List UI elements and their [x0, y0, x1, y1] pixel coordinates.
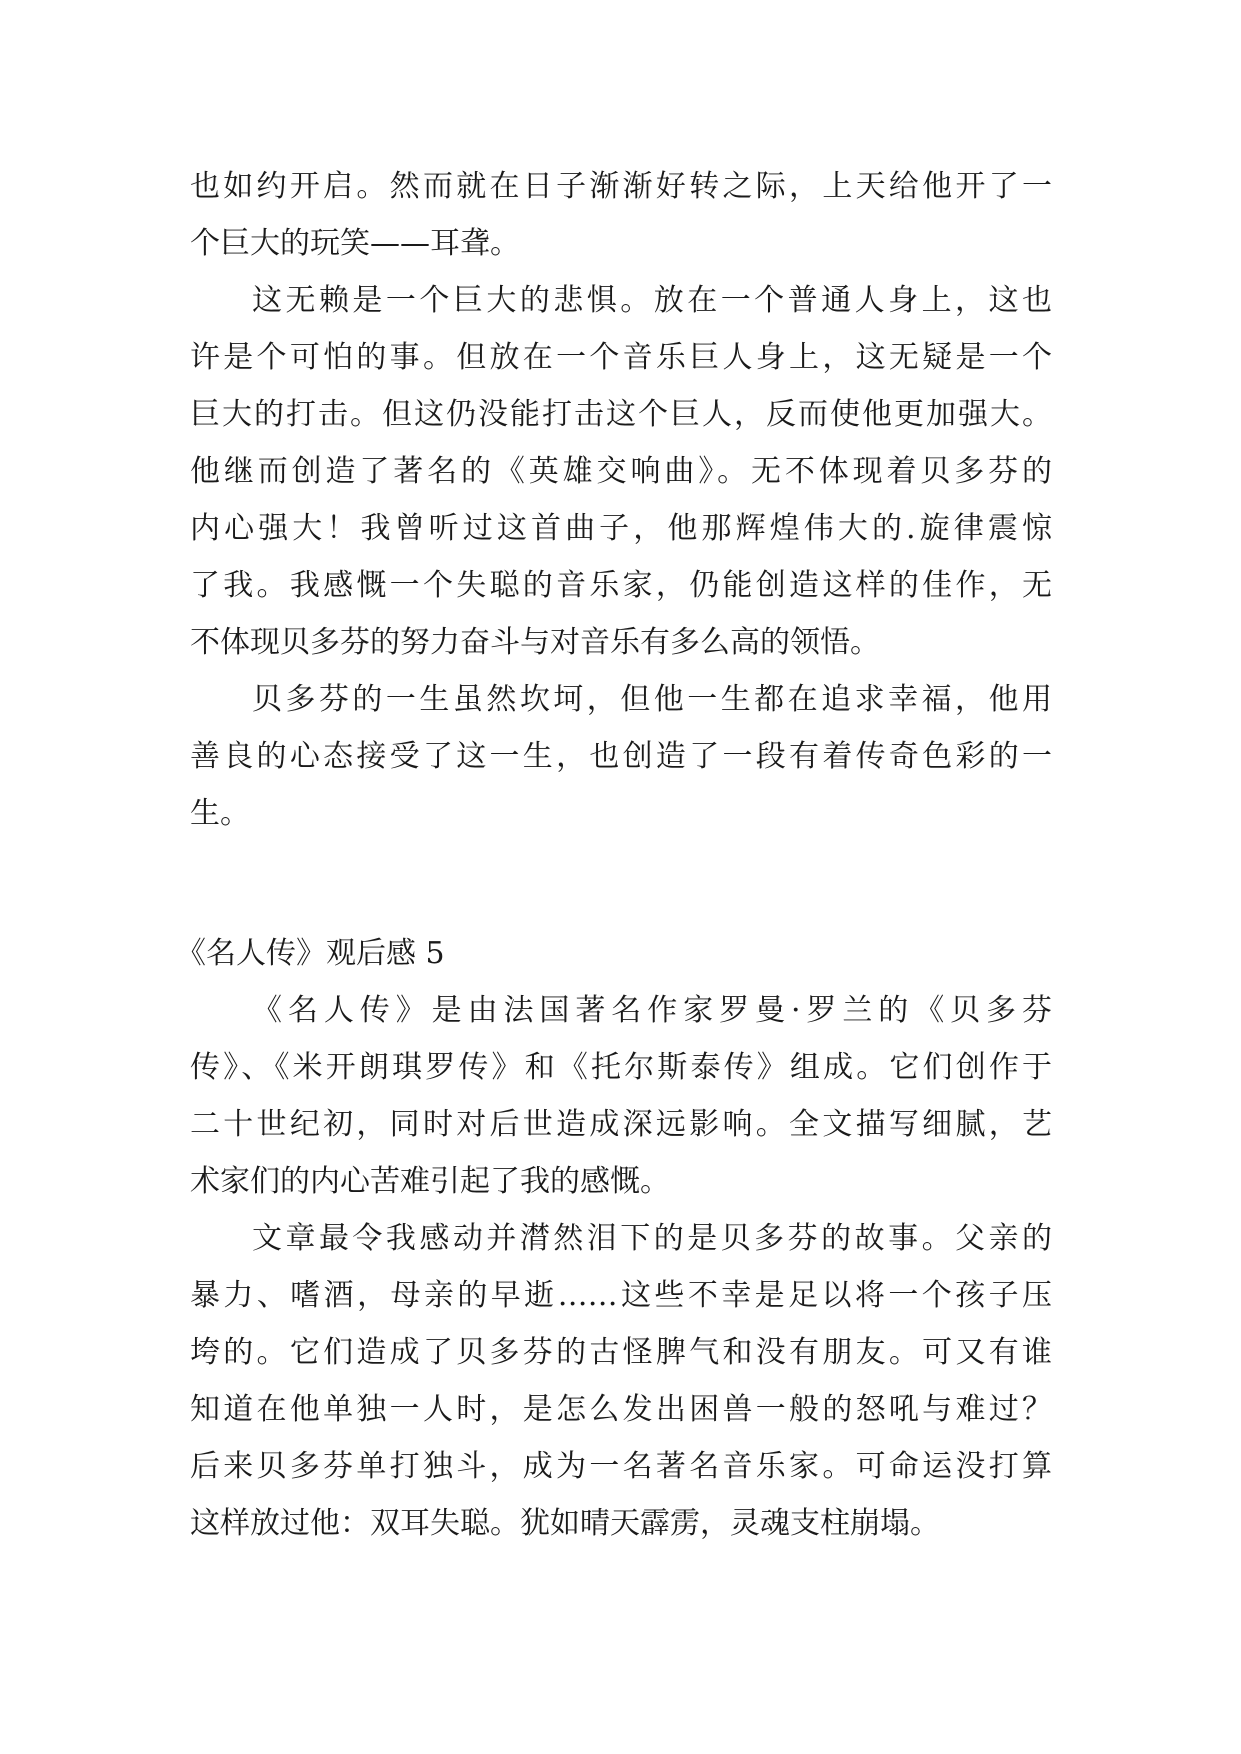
text-line: 二十世纪初，同时对后世造成深远影响。全文描写细腻，艺: [190, 1107, 1052, 1142]
text-line: 个巨大的玩笑——耳聋。: [190, 226, 520, 261]
section-title: 《名人传》观后感 5: [176, 936, 445, 971]
text-line: 不体现贝多芬的努力奋斗与对音乐有多么高的领悟。: [190, 625, 880, 660]
paragraph-first-line: 文章最令我感动并潸然泪下的是贝多芬的故事。父亲的: [252, 1221, 1052, 1256]
text-line: 了我。我感慨一个失聪的音乐家，仍能创造这样的佳作，无: [190, 568, 1052, 603]
text-line: 他继而创造了著名的《英雄交响曲》。无不体现着贝多芬的: [190, 454, 1052, 489]
paragraph-first-line: 这无赖是一个巨大的悲惧。放在一个普通人身上，这也: [252, 283, 1052, 318]
text-line: 传》、《米开朗琪罗传》和《托尔斯泰传》组成。它们创作于: [190, 1050, 1052, 1085]
text-line: 知道在他单独一人时，是怎么发出困兽一般的怒吼与难过？: [190, 1392, 1052, 1427]
text-line: 也如约开启。然而就在日子渐渐好转之际，上天给他开了一: [190, 169, 1052, 204]
text-block-essay-5: [176, 925, 1052, 1552]
text-line: 许是个可怕的事。但放在一个音乐巨人身上，这无疑是一个: [190, 340, 1052, 375]
paragraph-first-line: 贝多芬的一生虽然坎坷，但他一生都在追求幸福，他用: [252, 682, 1052, 717]
text-line: 内心强大！我曾听过这首曲子，他那辉煌伟大的.旋律震惊: [190, 511, 1052, 546]
text-line: 垮的。它们造成了贝多芬的古怪脾气和没有朋友。可又有谁: [190, 1335, 1052, 1370]
paragraph-first-line: 《名人传》是由法国著名作家罗曼·罗兰的《贝多芬: [252, 993, 1052, 1028]
text-block-continued: [190, 158, 1052, 842]
text-line: 善良的心态接受了这一生，也创造了一段有着传奇色彩的一: [190, 739, 1052, 774]
text-line: 巨大的打击。但这仍没能打击这个巨人，反而使他更加强大。: [190, 397, 1052, 432]
text-line: 暴力、嗜酒，母亲的早逝……这些不幸是足以将一个孩子压: [190, 1278, 1052, 1313]
text-line: 术家们的内心苦难引起了我的感慨。: [190, 1164, 670, 1199]
text-line: 这样放过他：双耳失聪。犹如晴天霹雳，灵魂支柱崩塌。: [190, 1506, 940, 1541]
text-line: 生。: [190, 796, 250, 831]
text-line: 后来贝多芬单打独斗，成为一名著名音乐家。可命运没打算: [190, 1449, 1052, 1484]
